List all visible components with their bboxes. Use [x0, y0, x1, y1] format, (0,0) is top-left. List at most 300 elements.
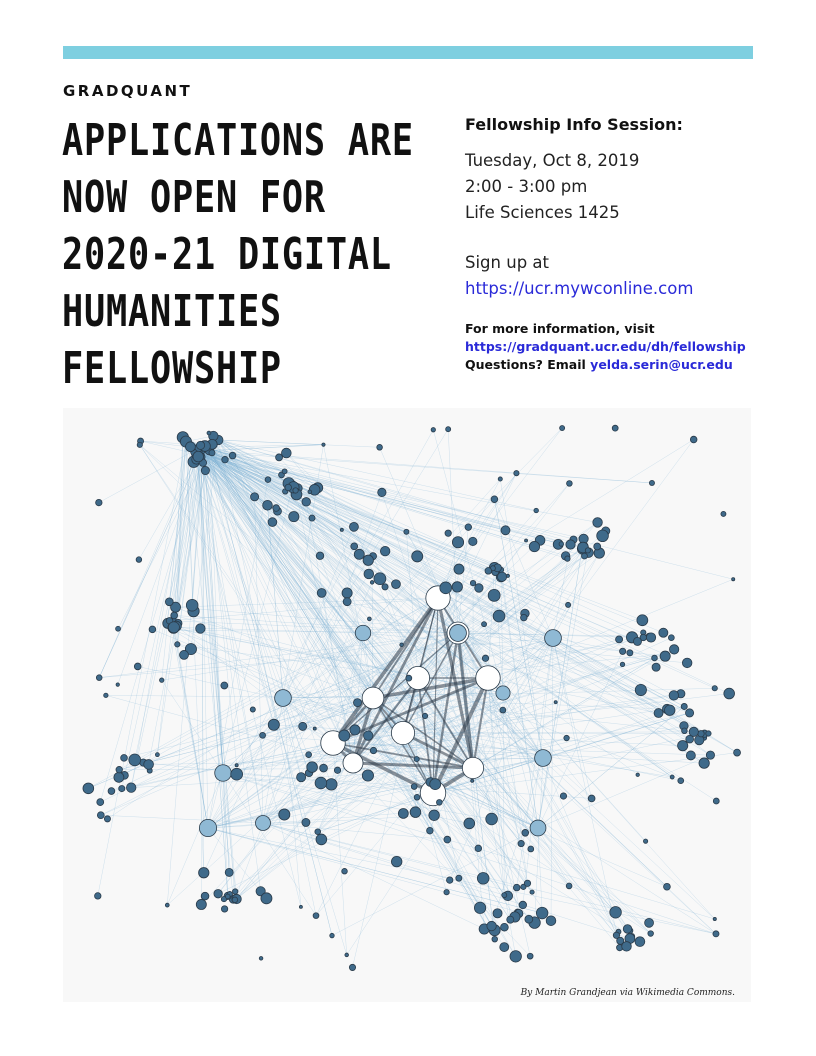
graph-node — [518, 840, 524, 846]
graph-node — [104, 816, 110, 822]
graph-node — [193, 451, 204, 462]
graph-node — [362, 687, 384, 709]
graph-node — [215, 765, 232, 782]
graph-node — [316, 552, 324, 560]
graph-edge — [223, 706, 684, 773]
graph-node — [502, 893, 507, 898]
graph-node — [500, 707, 506, 713]
graph-node — [699, 758, 709, 768]
graph-node — [222, 456, 229, 463]
graph-node — [554, 701, 557, 704]
graph-node — [686, 751, 695, 760]
graph-node — [594, 543, 601, 550]
graph-node — [263, 500, 273, 510]
graph-node — [221, 906, 227, 912]
graph-edge — [208, 828, 551, 921]
graph-node — [209, 450, 215, 456]
graph-node — [412, 551, 423, 562]
graph-node — [440, 582, 452, 594]
graph-node — [330, 933, 334, 937]
graph-node — [645, 918, 654, 927]
graph-node — [487, 921, 496, 930]
graph-node — [149, 626, 156, 633]
graph-node — [536, 907, 548, 919]
graph-node — [342, 588, 352, 598]
graph-node — [273, 505, 280, 512]
graph-node — [297, 773, 306, 782]
graph-edge — [503, 693, 527, 883]
graph-node — [610, 907, 622, 919]
graph-node — [510, 951, 521, 962]
graph-node — [175, 642, 180, 647]
graph-node — [622, 942, 632, 952]
headline-line: APPLICATIONS ARE — [62, 115, 414, 166]
graph-node — [268, 518, 277, 527]
signup-link[interactable]: https://ucr.mywconline.com — [465, 279, 694, 298]
graph-node — [370, 581, 374, 585]
graph-node — [689, 727, 698, 736]
graph-node — [685, 709, 693, 717]
graph-node — [535, 750, 552, 767]
more-info-link[interactable]: https://gradquant.ucr.edu/dh/fellowship — [465, 339, 746, 354]
graph-node — [354, 549, 364, 559]
graph-node — [585, 548, 590, 553]
graph-node — [488, 589, 500, 601]
graph-node — [496, 686, 510, 700]
graph-node — [482, 622, 487, 627]
graph-node — [302, 498, 311, 507]
graph-node — [231, 768, 243, 780]
graph-node — [462, 757, 483, 778]
graph-node — [186, 599, 198, 611]
graph-node — [678, 778, 684, 784]
graph-node — [506, 574, 509, 577]
graph-node — [464, 818, 475, 829]
graph-node — [497, 572, 506, 581]
graph-node — [430, 779, 441, 790]
graph-node — [196, 624, 205, 633]
graph-node — [500, 943, 509, 952]
graph-node — [636, 773, 639, 776]
graph-node — [635, 937, 645, 947]
graph-node — [282, 469, 287, 474]
graph-node — [97, 799, 104, 806]
graph-node — [522, 829, 529, 836]
graph-node — [482, 655, 488, 661]
graph-node — [225, 868, 233, 876]
graph-node — [452, 582, 462, 592]
graph-node — [232, 897, 238, 903]
graph-edge — [192, 447, 642, 620]
graph-node — [377, 444, 383, 450]
graph-node — [637, 615, 648, 626]
graph-node — [265, 477, 271, 483]
graph-node — [374, 573, 386, 585]
graph-node — [732, 578, 735, 581]
graph-node — [678, 741, 688, 751]
graph-node — [235, 764, 238, 767]
graph-node — [469, 537, 477, 545]
image-credit: By Martin Grandjean via Wikimedia Commons. — [520, 988, 735, 998]
graph-node — [471, 779, 474, 782]
graph-node — [450, 625, 467, 642]
graph-node — [422, 713, 427, 718]
graph-node — [116, 683, 119, 686]
graph-node — [427, 827, 434, 834]
org-name: GRADQUANT — [63, 82, 193, 100]
graph-node — [660, 651, 670, 661]
graph-node — [165, 598, 173, 606]
graph-node — [525, 539, 528, 542]
graph-node — [362, 770, 373, 781]
graph-node — [652, 663, 660, 671]
graph-node — [97, 812, 104, 819]
graph-node — [114, 772, 124, 782]
graph-edges — [88, 428, 737, 967]
graph-node — [315, 829, 321, 835]
graph-node — [721, 511, 726, 516]
graph-node — [414, 757, 419, 762]
graph-node — [308, 490, 312, 494]
graph-node — [690, 436, 697, 443]
questions-label: Questions? Email — [465, 357, 586, 372]
graph-node — [501, 526, 510, 535]
graph-node — [593, 518, 603, 528]
graph-node — [136, 557, 142, 563]
graph-node — [316, 834, 327, 845]
graph-node — [293, 488, 298, 493]
graph-node — [665, 705, 675, 715]
graph-node — [445, 530, 451, 536]
graph-node — [712, 686, 717, 691]
graph-node — [525, 915, 533, 923]
graph-node — [116, 766, 122, 772]
graph-node — [129, 754, 141, 766]
session-date: Tuesday, Oct 8, 2019 — [465, 151, 640, 170]
session-location: Life Sciences 1425 — [465, 203, 620, 222]
graph-node — [317, 588, 326, 597]
graph-node — [104, 693, 108, 697]
graph-node — [199, 868, 209, 878]
graph-node — [635, 684, 646, 695]
graph-node — [498, 477, 502, 481]
graph-node — [299, 905, 302, 908]
network-graph-image — [63, 408, 751, 1002]
graph-node — [313, 913, 319, 919]
graph-node — [534, 508, 539, 513]
graph-node — [492, 936, 498, 942]
graph-node — [95, 893, 101, 899]
graph-node — [414, 794, 420, 800]
graph-node — [643, 839, 647, 843]
graph-node — [627, 650, 633, 656]
graph-node — [669, 691, 679, 701]
graph-node — [649, 480, 654, 485]
graph-node — [289, 512, 299, 522]
graph-node — [221, 682, 228, 689]
graph-node — [620, 648, 626, 654]
graph-node — [713, 917, 716, 920]
graph-node — [734, 749, 741, 756]
graph-node — [155, 753, 159, 757]
graph-node — [96, 675, 102, 681]
graph-node — [429, 810, 440, 821]
graph-node — [119, 785, 125, 791]
graph-node — [199, 819, 216, 836]
graph-node — [452, 537, 463, 548]
graph-node — [345, 953, 349, 957]
graph-node — [474, 902, 485, 913]
graph-node — [682, 728, 688, 734]
graph-node — [560, 426, 565, 431]
graph-node — [378, 488, 386, 496]
signup-label: Sign up at — [465, 253, 549, 272]
graph-node — [307, 762, 318, 773]
graph-node — [446, 877, 452, 883]
graph-node — [83, 783, 94, 794]
graph-node — [567, 481, 573, 487]
graph-node — [659, 628, 668, 637]
graph-edge — [186, 442, 204, 873]
graph-node — [339, 730, 350, 741]
graph-node — [144, 760, 154, 770]
graph-node — [343, 598, 351, 606]
graph-node — [380, 546, 390, 556]
graph-node — [343, 753, 363, 773]
graph-edge — [99, 454, 197, 678]
info-session-title: Fellowship Info Session: — [465, 115, 683, 134]
graph-node — [501, 923, 509, 931]
graph-node — [96, 499, 102, 505]
graph-node — [225, 894, 230, 899]
graph-node — [588, 795, 595, 802]
graph-edge — [223, 773, 716, 934]
graph-node — [713, 931, 719, 937]
graph-node — [485, 568, 492, 575]
graph-node — [391, 856, 402, 867]
graph-node — [514, 471, 519, 476]
graph-node — [475, 845, 482, 852]
graph-node — [326, 779, 337, 790]
contact-email-link[interactable]: yelda.serin@ucr.edu — [590, 357, 733, 372]
graph-node — [431, 428, 435, 432]
graph-node — [268, 719, 279, 730]
graph-edge — [403, 733, 705, 734]
graph-node — [521, 614, 528, 621]
graph-node — [275, 690, 292, 707]
headline-line: HUMANITIES — [62, 286, 282, 337]
graph-node — [355, 625, 370, 640]
graph-node — [713, 798, 719, 804]
graph-node — [527, 953, 533, 959]
graph-node — [350, 725, 360, 735]
graph-node — [612, 425, 618, 431]
graph-node — [250, 707, 255, 712]
graph-node — [382, 584, 388, 590]
graph-node — [398, 808, 408, 818]
graph-node — [159, 678, 163, 682]
headline — [62, 112, 414, 397]
graph-node — [454, 564, 464, 574]
graph-node — [477, 872, 489, 884]
graph-node — [285, 484, 292, 491]
graph-node — [256, 816, 271, 831]
graph-node — [493, 909, 502, 918]
graph-node — [530, 820, 546, 836]
graph-node — [528, 846, 534, 852]
graph-node — [486, 813, 498, 825]
headline-line: NOW OPEN FOR — [62, 172, 326, 223]
graph-node — [201, 892, 209, 900]
graph-node — [519, 901, 527, 909]
graph-node — [207, 431, 211, 435]
graph-edge — [209, 450, 658, 713]
graph-node — [566, 602, 571, 607]
graph-node — [322, 443, 325, 446]
graph-node — [196, 441, 204, 449]
graph-node — [664, 883, 671, 890]
graph-node — [279, 809, 290, 820]
graph-node — [564, 735, 569, 740]
graph-node — [214, 889, 222, 897]
graph-node — [404, 529, 409, 534]
graph-node — [108, 788, 115, 795]
graph-node — [681, 703, 687, 709]
graph-edge — [492, 758, 543, 926]
graph-node — [400, 643, 404, 647]
graph-node — [559, 542, 563, 546]
graph-node — [530, 890, 534, 894]
graph-node — [406, 675, 412, 681]
network-graph-svg — [63, 408, 751, 1002]
graph-node — [410, 807, 421, 818]
graph-node — [364, 569, 374, 579]
graph-node — [363, 555, 373, 565]
graph-node — [180, 650, 189, 659]
graph-node — [411, 784, 417, 790]
top-accent-bar — [63, 46, 753, 59]
graph-node — [342, 868, 348, 874]
graph-node — [276, 454, 283, 461]
graph-node — [597, 530, 609, 542]
graph-node — [367, 617, 371, 621]
graph-node — [446, 427, 451, 432]
graph-node — [126, 783, 135, 793]
graph-node — [260, 732, 266, 738]
graph-node — [186, 442, 196, 452]
graph-node — [444, 836, 451, 843]
graph-edge — [204, 445, 521, 843]
graph-node — [320, 764, 328, 772]
graph-node — [546, 916, 556, 926]
graph-node — [363, 731, 372, 740]
graph-node — [302, 818, 310, 826]
graph-node — [306, 752, 312, 758]
graph-node — [349, 522, 358, 531]
graph-node — [465, 524, 472, 531]
graph-node — [668, 635, 674, 641]
graph-node — [281, 448, 291, 458]
questions-line — [465, 356, 765, 374]
graph-node — [470, 580, 475, 585]
graph-node — [315, 777, 327, 789]
graph-node — [232, 889, 237, 894]
graph-node — [670, 775, 674, 779]
graph-node — [334, 767, 340, 773]
graph-node — [566, 540, 575, 549]
graph-node — [261, 893, 272, 904]
graph-node — [313, 727, 316, 730]
graph-node — [646, 633, 655, 642]
graph-node — [491, 496, 498, 503]
graph-node — [196, 899, 206, 909]
graph-node — [545, 630, 562, 647]
graph-node — [299, 722, 307, 730]
graph-node — [201, 466, 209, 474]
info-session-panel — [465, 115, 765, 374]
graph-node — [620, 662, 624, 666]
graph-node — [259, 956, 263, 960]
graph-node — [513, 884, 520, 891]
graph-node — [353, 699, 361, 707]
graph-node — [391, 721, 414, 744]
graph-node — [309, 515, 315, 521]
graph-node — [648, 931, 654, 937]
graph-node — [682, 658, 692, 668]
graph-edge — [99, 633, 458, 678]
session-time: 2:00 - 3:00 pm — [465, 177, 588, 196]
graph-node — [137, 442, 142, 447]
graph-node — [560, 793, 566, 799]
graph-node — [444, 890, 449, 895]
graph-node — [633, 637, 641, 645]
graph-node — [652, 655, 658, 661]
graph-node — [581, 553, 587, 559]
more-info-block — [465, 320, 765, 374]
graph-node — [121, 754, 128, 761]
graph-edge — [167, 773, 223, 905]
graph-node — [168, 622, 179, 633]
graph-node — [392, 580, 401, 589]
graph-node — [654, 709, 663, 718]
graph-node — [493, 610, 505, 622]
graph-node — [475, 584, 483, 592]
graph-node — [565, 556, 570, 561]
graph-node — [616, 636, 623, 643]
graph-node — [613, 932, 619, 938]
graph-node — [724, 688, 735, 699]
graph-node — [566, 883, 572, 889]
graph-node — [251, 493, 259, 501]
graph-node — [370, 747, 376, 753]
graph-node — [436, 799, 442, 805]
graph-node — [706, 731, 711, 736]
graph-edge — [438, 440, 694, 598]
graph-node — [524, 880, 530, 886]
graph-node — [351, 543, 358, 550]
graph-node — [529, 541, 539, 551]
graph-node — [706, 751, 714, 759]
graph-node — [340, 528, 343, 531]
graph-node — [165, 903, 169, 907]
graph-node — [171, 612, 178, 619]
graph-node — [229, 452, 236, 459]
graph-node — [476, 666, 501, 691]
more-info-label: For more information, visit — [465, 321, 655, 336]
headline-line: FELLOWSHIP — [62, 343, 282, 394]
headline-line: 2020-21 DIGITAL — [62, 229, 392, 280]
graph-node — [623, 925, 632, 934]
